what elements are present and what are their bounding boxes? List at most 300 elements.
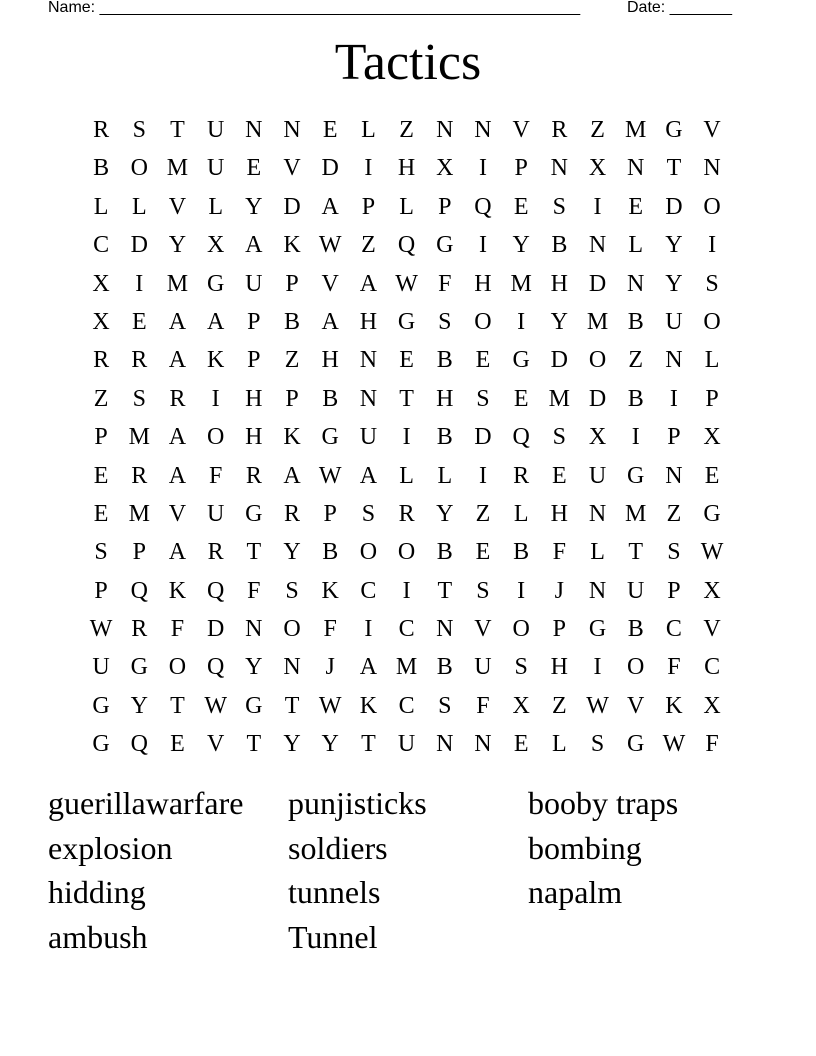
grid-cell: O (359, 539, 378, 566)
grid-cell: U (92, 654, 110, 681)
grid-cell: E (322, 117, 338, 143)
grid-cell: D (206, 616, 225, 643)
grid-cell: R (169, 385, 186, 412)
grid-cell: O (512, 616, 530, 643)
grid-cell: A (168, 347, 187, 374)
grid-cell: B (322, 539, 339, 566)
grid-cell: L (437, 462, 453, 489)
grid-cell: S (132, 385, 146, 412)
grid-cell: U (665, 308, 683, 335)
grid-cell: V (283, 155, 301, 182)
grid-cell: E (93, 462, 109, 489)
grid-cell: I (631, 424, 640, 451)
grid-cell: H (550, 654, 569, 681)
grid-cell: G (321, 424, 339, 451)
grid-cell: A (168, 308, 187, 335)
grid-cell: P (438, 193, 452, 220)
grid-cell: D (130, 232, 148, 259)
grid-cell: L (590, 539, 605, 566)
grid-cell: N (665, 462, 683, 489)
grid-cell: S (438, 308, 452, 335)
date-field-label: Date: _______ (627, 0, 732, 16)
grid-cell: I (135, 270, 144, 297)
grid-cell: N (245, 616, 263, 643)
grid-cell: U (627, 577, 645, 604)
grid-cell: C (93, 232, 110, 259)
grid-cell: K (321, 577, 339, 604)
grid-cell: W (700, 539, 724, 566)
grid-cell: E (552, 462, 567, 489)
grid-cell: E (93, 500, 109, 527)
grid-cell: G (512, 347, 530, 374)
grid-cell: L (513, 500, 529, 527)
grid-cell: S (514, 654, 528, 681)
grid-cell: G (245, 500, 263, 527)
grid-cell: I (364, 616, 373, 643)
grid-cell: V (703, 616, 721, 643)
grid-cell: A (359, 462, 378, 489)
grid-cell: H (245, 385, 263, 412)
grid-cell: A (359, 654, 378, 681)
grid-cell: N (665, 347, 683, 374)
grid-cell: L (399, 462, 414, 489)
word-list-item: ambush (48, 918, 148, 955)
grid-cell: F (705, 731, 719, 758)
grid-cell: B (436, 654, 453, 681)
grid-cell: U (474, 654, 492, 681)
grid-cell: U (206, 500, 225, 527)
grid-cell: X (588, 424, 607, 451)
grid-cell: K (283, 232, 301, 259)
grid-cell: Y (665, 270, 683, 297)
grid-cell: Q (512, 424, 530, 451)
grid-cell: Z (552, 692, 567, 719)
grid-cell: T (628, 539, 644, 566)
grid-cell: K (206, 347, 225, 374)
grid-cell: L (361, 117, 376, 143)
grid-cell: B (322, 385, 339, 412)
word-list-item: punjisticks (288, 785, 427, 821)
grid-cell: B (284, 308, 301, 335)
grid-cell: P (323, 500, 337, 527)
grid-cell: R (284, 500, 301, 527)
grid-cell: R (131, 462, 148, 489)
grid-cell: N (283, 654, 301, 681)
grid-cell: O (703, 193, 721, 220)
grid-cell: P (705, 385, 719, 412)
grid-cell: E (628, 193, 644, 220)
grid-cell: H (436, 385, 454, 412)
grid-cell: O (588, 347, 607, 374)
grid-cell: V (321, 270, 339, 297)
page-title: Tactics (334, 34, 482, 91)
grid-cell: F (170, 616, 185, 643)
grid-cell: Z (590, 117, 605, 143)
grid-cell: Z (628, 347, 644, 374)
grid-cell: P (285, 270, 299, 297)
grid-cell: P (247, 347, 261, 374)
grid-cell: B (627, 308, 644, 335)
grid-cell: Y (321, 731, 339, 758)
grid-cell: E (513, 731, 529, 758)
grid-cell: S (667, 539, 681, 566)
grid-cell: S (590, 731, 605, 758)
grid-cell: O (703, 308, 721, 335)
grid-cell: Z (475, 500, 491, 527)
grid-cell: D (283, 193, 301, 220)
grid-cell: C (398, 692, 415, 719)
grid-cell: W (586, 692, 609, 719)
grid-cell: S (705, 270, 719, 297)
grid-cell: L (208, 193, 223, 220)
grid-cell: A (283, 462, 301, 489)
grid-cell: A (321, 193, 339, 220)
grid-cell: P (361, 193, 376, 220)
grid-cell: R (398, 500, 415, 527)
word-list-item: soldiers (288, 829, 388, 866)
grid-cell: A (168, 462, 187, 489)
grid-cell: M (625, 500, 647, 527)
grid-cell: R (131, 347, 148, 374)
grid-cell: B (627, 385, 644, 412)
letter-grid (82, 111, 734, 764)
grid-cell: L (93, 193, 109, 220)
grid-cell: H (397, 155, 416, 182)
grid-cell: E (131, 308, 147, 335)
grid-cell: R (551, 117, 568, 143)
grid-cell: P (514, 155, 528, 182)
page-header (48, 0, 748, 18)
word-list-item: hidding (48, 874, 146, 910)
grid-cell: B (627, 616, 644, 643)
grid-cell: I (593, 654, 602, 681)
grid-cell: K (168, 577, 187, 604)
grid-cell: N (359, 347, 378, 374)
grid-cell: K (665, 692, 683, 719)
grid-cell: F (438, 270, 452, 297)
grid-cell: L (131, 193, 147, 220)
grid-cell: Z (361, 232, 376, 259)
grid-cell: U (245, 270, 263, 297)
grid-cell: X (436, 155, 454, 182)
grid-cell: N (436, 616, 454, 643)
grid-cell: S (132, 117, 146, 143)
word-list-item: explosion (48, 829, 173, 866)
grid-cell: I (669, 385, 678, 412)
grid-cell: V (474, 616, 492, 643)
grid-cell: H (321, 347, 339, 374)
grid-cell: D (474, 424, 492, 451)
grid-cell: F (247, 577, 261, 604)
grid-cell: G (245, 692, 263, 719)
grid-cell: S (552, 193, 567, 220)
grid-cell: N (474, 731, 492, 758)
grid-cell: Y (245, 193, 263, 220)
grid-cell: Y (436, 500, 454, 527)
grid-cell: E (704, 462, 720, 489)
grid-cell: E (246, 155, 262, 182)
grid-cell: H (245, 424, 263, 451)
grid-cell: Y (665, 232, 683, 259)
grid-cell: E (513, 385, 529, 412)
grid-cell: N (436, 117, 454, 143)
grid-cell: J (325, 654, 335, 681)
grid-cell: V (206, 731, 225, 758)
grid-cell: R (93, 117, 110, 143)
grid-cell: P (285, 385, 299, 412)
grid-cell: N (588, 232, 607, 259)
grid-cell: T (437, 577, 453, 604)
grid-cell: T (666, 155, 682, 182)
grid-cell: G (588, 616, 607, 643)
grid-cell: Q (474, 193, 492, 220)
grid-cell: D (321, 155, 339, 182)
word-list-item: tunnels (288, 874, 381, 910)
grid-cell: Y (283, 539, 301, 566)
grid-cell: I (211, 385, 220, 412)
grid-cell: G (130, 654, 148, 681)
grid-cell: M (166, 270, 189, 297)
grid-cell: Q (130, 731, 148, 758)
grid-cell: H (550, 500, 569, 527)
grid-cell: G (436, 232, 454, 259)
grid-cell: U (206, 117, 225, 143)
grid-cell: D (588, 385, 607, 412)
grid-cell: B (513, 539, 530, 566)
grid-cell: X (92, 308, 110, 335)
grid-cell: X (703, 692, 721, 719)
grid-cell: T (399, 385, 414, 412)
grid-cell: X (588, 155, 607, 182)
grid-cell: M (166, 155, 189, 182)
word-list-item: booby traps (528, 785, 679, 821)
grid-cell: N (245, 117, 263, 143)
word-list-item: guerillawarfare (48, 785, 244, 821)
grid-cell: B (436, 539, 453, 566)
grid-cell: N (703, 155, 721, 182)
grid-cell: F (323, 616, 337, 643)
grid-cell: D (588, 270, 607, 297)
grid-cell: L (399, 193, 414, 220)
grid-cell: P (94, 424, 108, 451)
name-field-label: Name: ______________________________________________________ (48, 0, 581, 16)
grid-cell: T (246, 731, 262, 758)
grid-cell: Y (283, 731, 301, 758)
grid-cell: N (359, 385, 378, 412)
grid-cell: E (399, 347, 414, 374)
grid-cell: P (667, 577, 681, 604)
grid-cell: M (128, 500, 150, 527)
grid-cell: M (625, 117, 647, 143)
grid-cell: S (361, 500, 376, 527)
word-list-item: Tunnel (288, 918, 378, 955)
grid-cell: O (627, 654, 645, 681)
grid-cell: P (247, 308, 261, 335)
grid-cell: V (512, 117, 530, 143)
grid-cell: T (170, 692, 185, 719)
grid-cell: B (436, 424, 453, 451)
grid-cell: X (512, 692, 530, 719)
grid-cell: N (283, 117, 301, 143)
grid-cell: I (708, 232, 717, 259)
word-list (48, 781, 768, 959)
grid-cell: S (552, 424, 567, 451)
grid-cell: I (478, 462, 487, 489)
grid-cell: A (168, 424, 187, 451)
grid-cell: R (93, 347, 110, 374)
grid-cell: X (703, 424, 721, 451)
grid-cell: Q (397, 232, 416, 259)
grid-cell: D (550, 347, 569, 374)
grid-cell: W (395, 270, 418, 297)
grid-cell: W (662, 731, 686, 758)
grid-cell: X (92, 270, 110, 297)
grid-cell: F (476, 692, 490, 719)
grid-cell: F (208, 462, 223, 489)
grid-cell: I (364, 155, 373, 182)
grid-cell: U (359, 424, 378, 451)
grid-cell: I (478, 232, 487, 259)
grid-cell: N (588, 500, 607, 527)
grid-cell: Q (130, 577, 148, 604)
grid-cell: N (627, 155, 645, 182)
grid-cell: Q (206, 654, 225, 681)
grid-cell: T (284, 692, 300, 719)
grid-cell: T (246, 539, 262, 566)
grid-cell: G (397, 308, 416, 335)
grid-cell: M (510, 270, 532, 297)
grid-cell: R (207, 539, 224, 566)
grid-cell: V (168, 500, 187, 527)
grid-cell: S (285, 577, 299, 604)
grid-cell: E (475, 539, 491, 566)
grid-cell: P (667, 424, 681, 451)
grid-cell: T (361, 731, 376, 758)
grid-cell: U (397, 731, 416, 758)
grid-cell: N (550, 155, 569, 182)
grid-cell: J (554, 577, 565, 604)
grid-cell: N (436, 731, 454, 758)
word-list-item: bombing (528, 829, 642, 866)
grid-cell: C (704, 654, 721, 681)
grid-cell: G (92, 731, 110, 758)
grid-cell: U (206, 155, 225, 182)
grid-cell: G (92, 692, 110, 719)
grid-cell: Z (399, 117, 414, 143)
grid-cell: G (627, 731, 645, 758)
grid-cell: M (128, 424, 150, 451)
grid-cell: M (586, 308, 609, 335)
grid-cell: I (517, 577, 526, 604)
grid-cell: Y (168, 232, 187, 259)
grid-cell: L (552, 731, 567, 758)
grid-cell: O (206, 424, 225, 451)
grid-cell: Z (93, 385, 109, 412)
grid-cell: Y (245, 654, 263, 681)
word-list-item: napalm (528, 874, 623, 910)
grid-cell: Z (666, 500, 682, 527)
grid-cell: O (168, 654, 187, 681)
grid-cell: P (132, 539, 146, 566)
grid-cell: A (206, 308, 225, 335)
grid-cell: A (168, 539, 187, 566)
grid-cell: C (398, 616, 415, 643)
grid-cell: W (318, 692, 342, 719)
grid-cell: N (627, 270, 645, 297)
grid-cell: Y (130, 692, 148, 719)
grid-cell: K (283, 424, 301, 451)
grid-cell: G (703, 500, 721, 527)
grid-cell: R (513, 462, 530, 489)
grid-cell: I (402, 424, 411, 451)
grid-cell: C (665, 616, 682, 643)
grid-cell: S (94, 539, 108, 566)
grid-cell: X (206, 232, 225, 259)
grid-cell: R (131, 616, 148, 643)
grid-cell: W (204, 692, 227, 719)
grid-cell: E (170, 731, 185, 758)
grid-cell: Q (206, 577, 225, 604)
grid-cell: I (402, 577, 411, 604)
grid-cell: T (170, 117, 185, 143)
grid-cell: S (476, 385, 490, 412)
grid-cell: Y (550, 308, 569, 335)
grid-cell: I (517, 308, 526, 335)
grid-cell: H (474, 270, 492, 297)
grid-cell: O (283, 616, 301, 643)
grid-cell: V (627, 692, 645, 719)
grid-cell: V (703, 117, 721, 143)
grid-cell: M (548, 385, 571, 412)
grid-cell: H (359, 308, 378, 335)
grid-cell: O (130, 155, 148, 182)
grid-cell: H (550, 270, 569, 297)
grid-cell: Z (284, 347, 300, 374)
grid-cell: E (513, 193, 529, 220)
grid-cell: P (552, 616, 567, 643)
grid-cell: E (475, 347, 491, 374)
grid-cell: W (318, 462, 342, 489)
grid-cell: N (474, 117, 492, 143)
grid-cell: G (206, 270, 225, 297)
grid-cell: F (667, 654, 681, 681)
grid-cell: V (168, 193, 187, 220)
grid-cell: O (474, 308, 492, 335)
grid-cell: A (359, 270, 378, 297)
grid-cell: X (703, 577, 721, 604)
grid-cell: F (552, 539, 567, 566)
grid-cell: A (245, 232, 263, 259)
grid-cell: D (665, 193, 683, 220)
grid-cell: I (593, 193, 602, 220)
grid-cell: A (321, 308, 339, 335)
grid-cell: O (397, 539, 416, 566)
grid-cell: M (395, 654, 418, 681)
grid-cell: U (588, 462, 607, 489)
grid-cell: B (93, 155, 110, 182)
grid-cell: G (665, 117, 683, 143)
grid-cell: R (245, 462, 262, 489)
grid-cell: I (478, 155, 487, 182)
grid-cell: S (476, 577, 490, 604)
grid-cell: B (436, 347, 453, 374)
grid-cell: B (551, 232, 568, 259)
grid-cell: K (359, 692, 378, 719)
grid-cell: G (627, 462, 645, 489)
grid-cell: W (89, 616, 113, 643)
grid-cell: C (360, 577, 377, 604)
grid-cell: P (94, 577, 108, 604)
